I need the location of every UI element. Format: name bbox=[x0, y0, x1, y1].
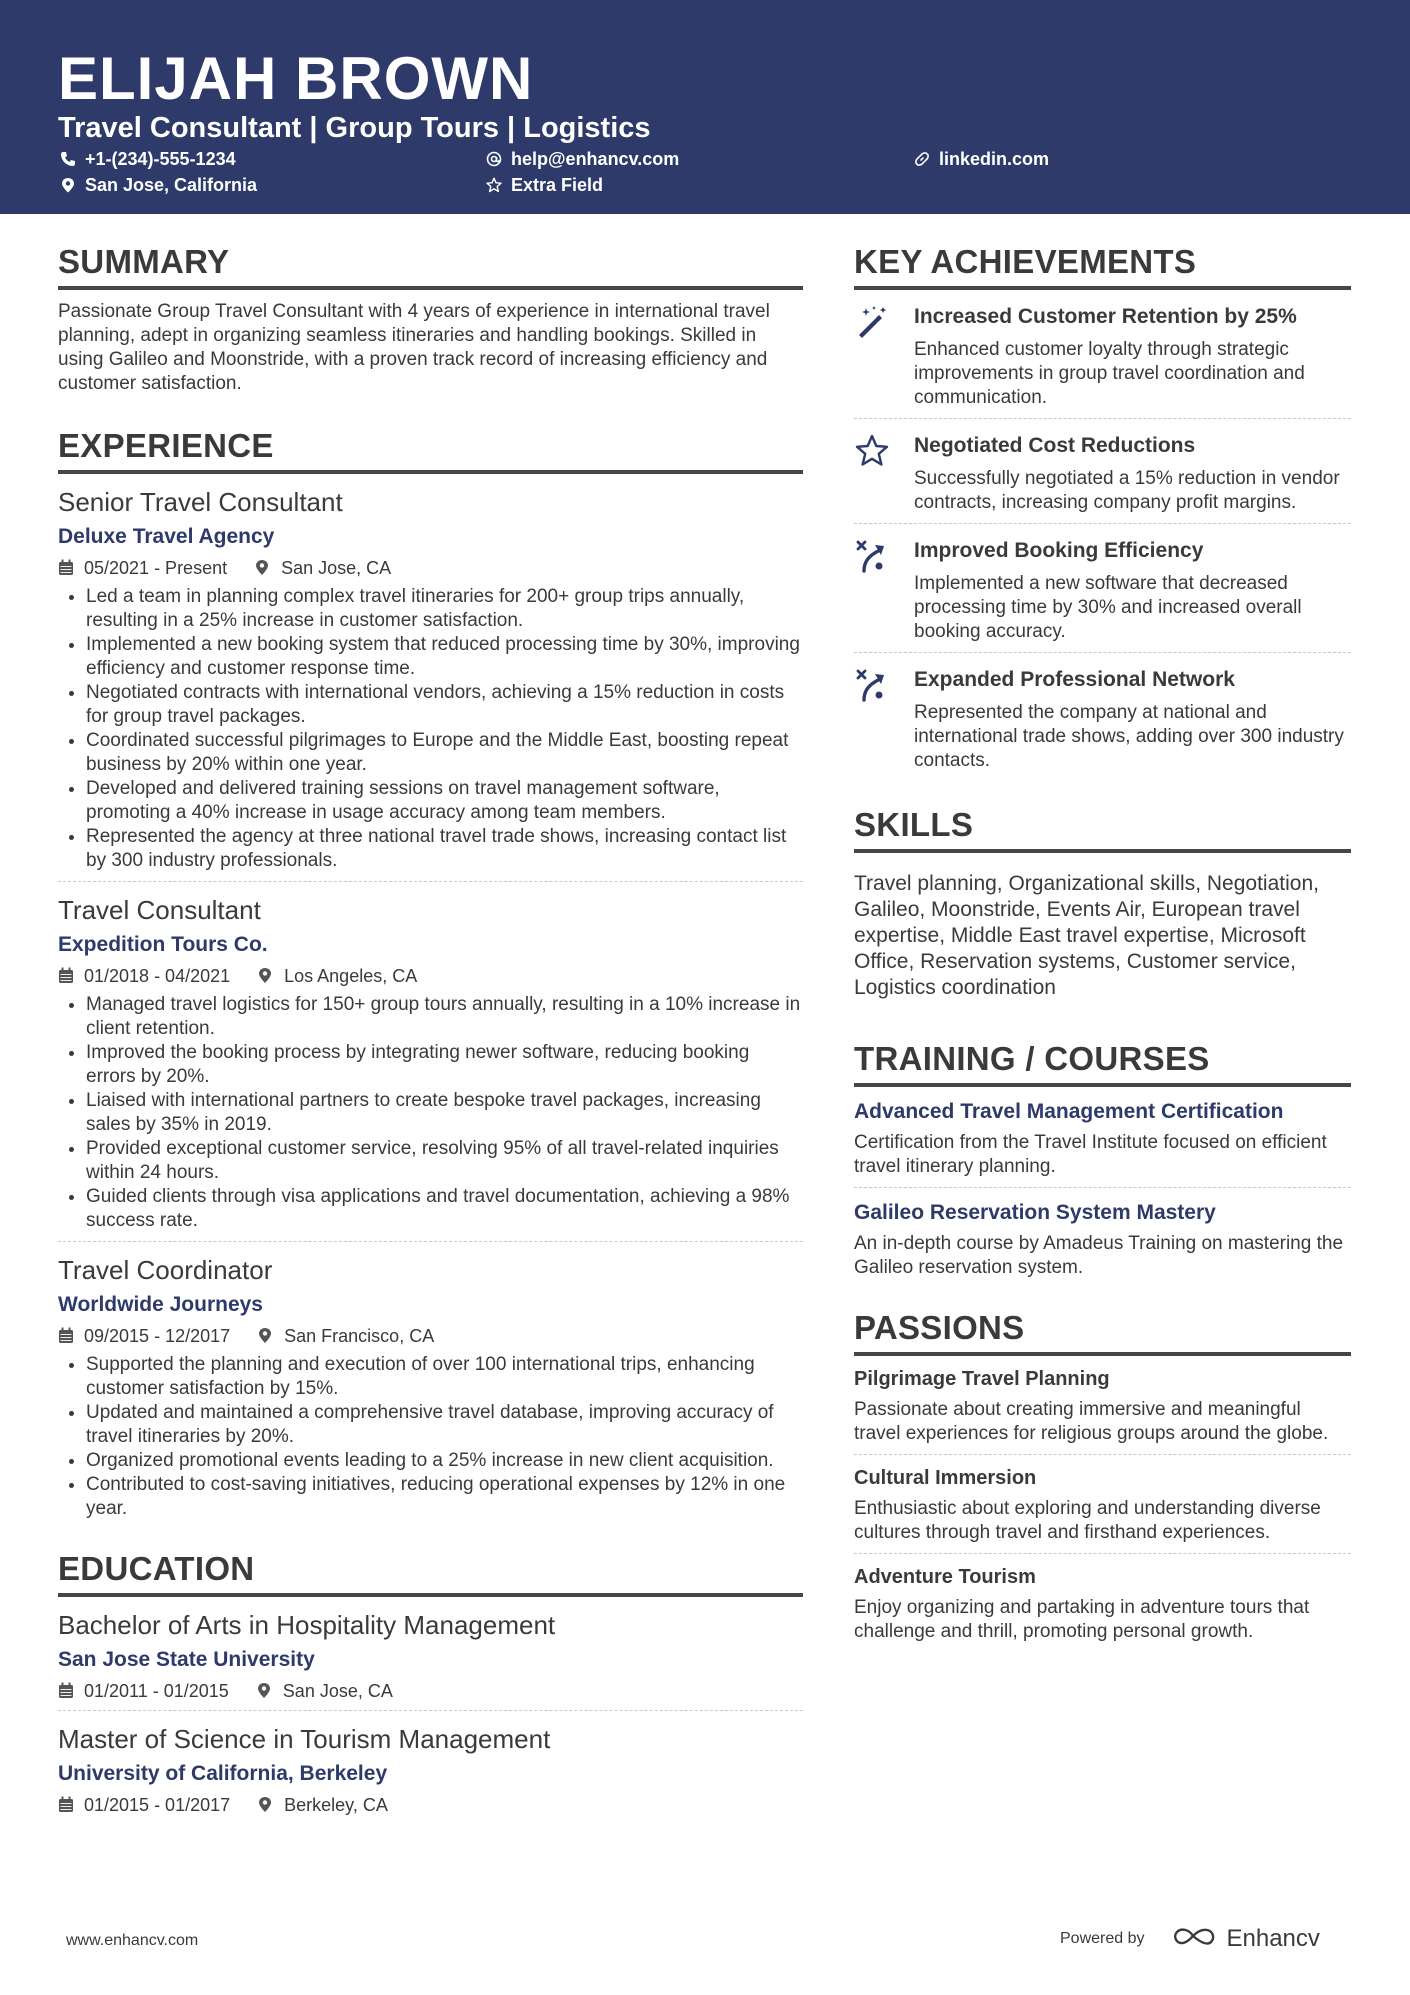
course-description: An in-depth course by Amadeus Training on mastering the Galileo reservation system. bbox=[854, 1233, 1344, 1278]
job-meta bbox=[58, 557, 803, 579]
experience-entry bbox=[58, 1254, 803, 1521]
strategy-icon bbox=[854, 667, 914, 773]
location-pin-icon bbox=[258, 967, 276, 985]
right-column bbox=[854, 240, 1351, 1644]
strategy-icon bbox=[854, 538, 914, 644]
email-link[interactable]: help@enhancv.com bbox=[511, 149, 680, 169]
footer-website[interactable]: www.enhancv.com bbox=[66, 1932, 199, 1949]
phone-icon bbox=[58, 149, 78, 169]
job-bullet: • Supported the planning and execution of over 100 international trips, enhancing customer satisfaction by 15%. bbox=[86, 1353, 803, 1401]
job-title: Travel Coordinator bbox=[58, 1255, 273, 1285]
job-location: Los Angeles, CA bbox=[284, 966, 418, 986]
education-entry bbox=[58, 1723, 803, 1816]
achievement-item bbox=[854, 653, 1351, 781]
job-dates: 09/2015 - 12/2017 bbox=[84, 1326, 231, 1346]
contact-linkedin[interactable] bbox=[912, 148, 1049, 170]
education-location: Berkeley, CA bbox=[284, 1795, 388, 1815]
achievement-title: Expanded Professional Network bbox=[914, 668, 1235, 691]
location-text: San Jose, California bbox=[85, 175, 258, 195]
job-bullets bbox=[58, 993, 803, 1233]
achievement-item bbox=[854, 290, 1351, 418]
job-bullet: • Contributed to cost-saving initiatives, reducing operational expenses by 12% in one year. bbox=[86, 1473, 803, 1521]
job-bullet: • Improved the booking process by integrating newer software, reducing booking errors by 20%. bbox=[86, 1041, 803, 1089]
skills-list: Travel planning, Organizational skills, Negotiation, Galileo, Moonstride, Events Air, European travel expertise, Middle East travel expertise, Microsoft Office, Reservation systems, Customer service, Logistics coordination bbox=[854, 872, 1319, 999]
company-name: Deluxe Travel Agency bbox=[58, 525, 275, 548]
experience-entry bbox=[58, 486, 803, 882]
left-column bbox=[58, 240, 803, 1816]
candidate-name: ELIJAH BROWN bbox=[58, 45, 534, 112]
course-item bbox=[854, 1200, 1351, 1280]
experience-heading: EXPERIENCE bbox=[58, 424, 803, 474]
calendar-icon bbox=[58, 1327, 76, 1345]
location-pin-icon bbox=[58, 175, 78, 195]
job-location: San Jose, CA bbox=[281, 558, 392, 578]
job-bullet: • Coordinated successful pilgrimages to Europe and the Middle East, boosting repeat business by 20% within one year. bbox=[86, 729, 803, 777]
course-title: Advanced Travel Management Certification bbox=[854, 1100, 1284, 1123]
phone-text: +1-(234)-555-1234 bbox=[85, 149, 236, 169]
calendar-icon bbox=[58, 967, 76, 985]
job-title: Travel Consultant bbox=[58, 895, 261, 925]
course-description: Certification from the Travel Institute focused on efficient travel itinerary planning. bbox=[854, 1132, 1327, 1177]
passion-title: Adventure Tourism bbox=[854, 1566, 1036, 1588]
job-bullet: • Managed travel logistics for 150+ group tours annually, resulting in a 10% increase in client retention. bbox=[86, 993, 803, 1041]
degree-title: Master of Science in Tourism Management bbox=[58, 1724, 551, 1754]
job-bullet: • Liaised with international partners to create bespoke travel packages, increasing sales by 35% in 2019. bbox=[86, 1089, 803, 1137]
job-bullet: • Led a team in planning complex travel itineraries for 200+ group trips annually, resulting in a 25% increase in customer satisfaction. bbox=[86, 585, 803, 633]
education-location: San Jose, CA bbox=[282, 1681, 393, 1701]
job-bullet: • Represented the agency at three national travel trade shows, increasing contact list by 300 industry professionals. bbox=[86, 825, 803, 873]
education-dates: 01/2011 - 01/2015 bbox=[84, 1681, 229, 1701]
course-item bbox=[854, 1099, 1351, 1188]
divider bbox=[58, 1241, 803, 1242]
divider bbox=[58, 881, 803, 882]
company-name: Expedition Tours Co. bbox=[58, 933, 268, 956]
passion-description: Passionate about creating immersive and meaningful travel experiences for religious groups around the globe. bbox=[854, 1399, 1329, 1444]
divider bbox=[854, 1454, 1351, 1455]
location-pin-icon bbox=[258, 1796, 276, 1814]
passion-title: Pilgrimage Travel Planning bbox=[854, 1368, 1110, 1390]
achievement-item bbox=[854, 419, 1351, 523]
extra-field-text: Extra Field bbox=[511, 175, 604, 195]
link-icon bbox=[912, 149, 932, 169]
passion-title: Cultural Immersion bbox=[854, 1467, 1037, 1489]
calendar-icon bbox=[58, 1682, 76, 1700]
passion-description: Enthusiastic about exploring and understanding diverse cultures through travel and firsthand experiences. bbox=[854, 1498, 1321, 1543]
divider bbox=[58, 1710, 803, 1711]
company-name: Worldwide Journeys bbox=[58, 1293, 263, 1316]
powered-by-text: Powered by bbox=[1060, 1929, 1145, 1947]
location-pin-icon bbox=[258, 1327, 276, 1345]
divider bbox=[854, 1553, 1351, 1554]
achievement-description: Represented the company at national and international trade shows, adding over 300 industry contacts. bbox=[914, 702, 1344, 771]
passion-description: Enjoy organizing and partaking in adventure tours that challenge and thrill, promoting personal growth. bbox=[854, 1597, 1310, 1642]
achievement-title: Improved Booking Efficiency bbox=[914, 539, 1204, 562]
star-icon bbox=[854, 433, 914, 515]
job-bullet: • Guided clients through visa applications and travel documentation, achieving a 98% success rate. bbox=[86, 1185, 803, 1233]
education-meta bbox=[58, 1680, 803, 1702]
enhancv-logo-icon bbox=[1171, 1924, 1219, 1953]
achievement-description: Successfully negotiated a 15% reduction in vendor contracts, increasing company profit margins. bbox=[914, 468, 1340, 513]
divider bbox=[854, 1187, 1351, 1188]
location-pin-icon bbox=[255, 559, 273, 577]
resume-header bbox=[0, 0, 1410, 214]
job-meta bbox=[58, 965, 803, 987]
job-bullet: • Developed and delivered training sessions on travel management software, promoting a 40% increase in usage accuracy among team members. bbox=[86, 777, 803, 825]
school-name: San Jose State University bbox=[58, 1648, 315, 1671]
job-bullets bbox=[58, 1353, 803, 1521]
education-dates: 01/2015 - 01/2017 bbox=[84, 1795, 231, 1815]
achievement-description: Implemented a new software that decreased processing time by 30% and increased overall booking accuracy. bbox=[914, 573, 1302, 642]
enhancv-brand: Enhancv bbox=[1226, 1924, 1320, 1952]
summary-heading: SUMMARY bbox=[58, 240, 803, 290]
job-location: San Francisco, CA bbox=[284, 1326, 435, 1346]
job-bullet: • Organized promotional events leading to a 25% increase in new client acquisition. bbox=[86, 1449, 803, 1473]
passion-item bbox=[854, 1564, 1351, 1644]
achievement-item bbox=[854, 524, 1351, 652]
course-title: Galileo Reservation System Mastery bbox=[854, 1201, 1216, 1224]
school-name: University of California, Berkeley bbox=[58, 1762, 388, 1785]
footer-powered-by[interactable] bbox=[1060, 1924, 1320, 1953]
location-pin-icon bbox=[257, 1682, 275, 1700]
education-heading: EDUCATION bbox=[58, 1547, 803, 1597]
experience-entry bbox=[58, 894, 803, 1242]
job-bullet: • Negotiated contracts with international vendors, achieving a 15% reduction in costs for group travel packages. bbox=[86, 681, 803, 729]
job-dates: 05/2021 - Present bbox=[84, 558, 228, 578]
training-heading: TRAINING / COURSES bbox=[854, 1037, 1351, 1087]
education-meta bbox=[58, 1794, 803, 1816]
achievement-title: Increased Customer Retention by 25% bbox=[914, 305, 1297, 328]
job-bullets bbox=[58, 585, 803, 873]
linkedin-link[interactable]: linkedin.com bbox=[939, 149, 1050, 169]
passion-item bbox=[854, 1465, 1351, 1554]
contact-extra bbox=[484, 174, 603, 196]
education-entry bbox=[58, 1609, 803, 1711]
skills-heading: SKILLS bbox=[854, 803, 1351, 853]
job-bullet: • Updated and maintained a comprehensive travel database, improving accuracy of travel itineraries by 20%. bbox=[86, 1401, 803, 1449]
achievements-heading: KEY ACHIEVEMENTS bbox=[854, 240, 1351, 290]
job-dates: 01/2018 - 04/2021 bbox=[84, 966, 231, 986]
summary-text: Passionate Group Travel Consultant with 4 years of experience in international travel planning, adept in organizing seamless itineraries and handling bookings. Skilled in using Galileo and Moonstride, with a proven track record of increasing efficiency and customer satisfaction. bbox=[58, 301, 770, 394]
contact-email[interactable] bbox=[484, 148, 679, 170]
candidate-headline: Travel Consultant | Group Tours | Logistics bbox=[58, 112, 651, 144]
job-bullet: • Implemented a new booking system that reduced processing time by 30%, improving efficiency and customer response time. bbox=[86, 633, 803, 681]
star-outline-icon bbox=[484, 175, 504, 195]
magic-wand-icon bbox=[854, 304, 914, 410]
degree-title: Bachelor of Arts in Hospitality Management bbox=[58, 1610, 556, 1640]
contact-phone bbox=[58, 148, 236, 170]
job-bullet: • Provided exceptional customer service, resolving 95% of all travel-related inquiries within 24 hours. bbox=[86, 1137, 803, 1185]
calendar-icon bbox=[58, 559, 76, 577]
calendar-icon bbox=[58, 1796, 76, 1814]
job-title: Senior Travel Consultant bbox=[58, 487, 343, 517]
achievement-title: Negotiated Cost Reductions bbox=[914, 434, 1196, 457]
achievement-description: Enhanced customer loyalty through strategic improvements in group travel coordination and communication. bbox=[914, 339, 1305, 408]
contact-location bbox=[58, 174, 257, 196]
job-meta bbox=[58, 1325, 803, 1347]
at-sign-icon bbox=[484, 149, 504, 169]
passions-heading: PASSIONS bbox=[854, 1306, 1351, 1356]
passion-item bbox=[854, 1366, 1351, 1455]
